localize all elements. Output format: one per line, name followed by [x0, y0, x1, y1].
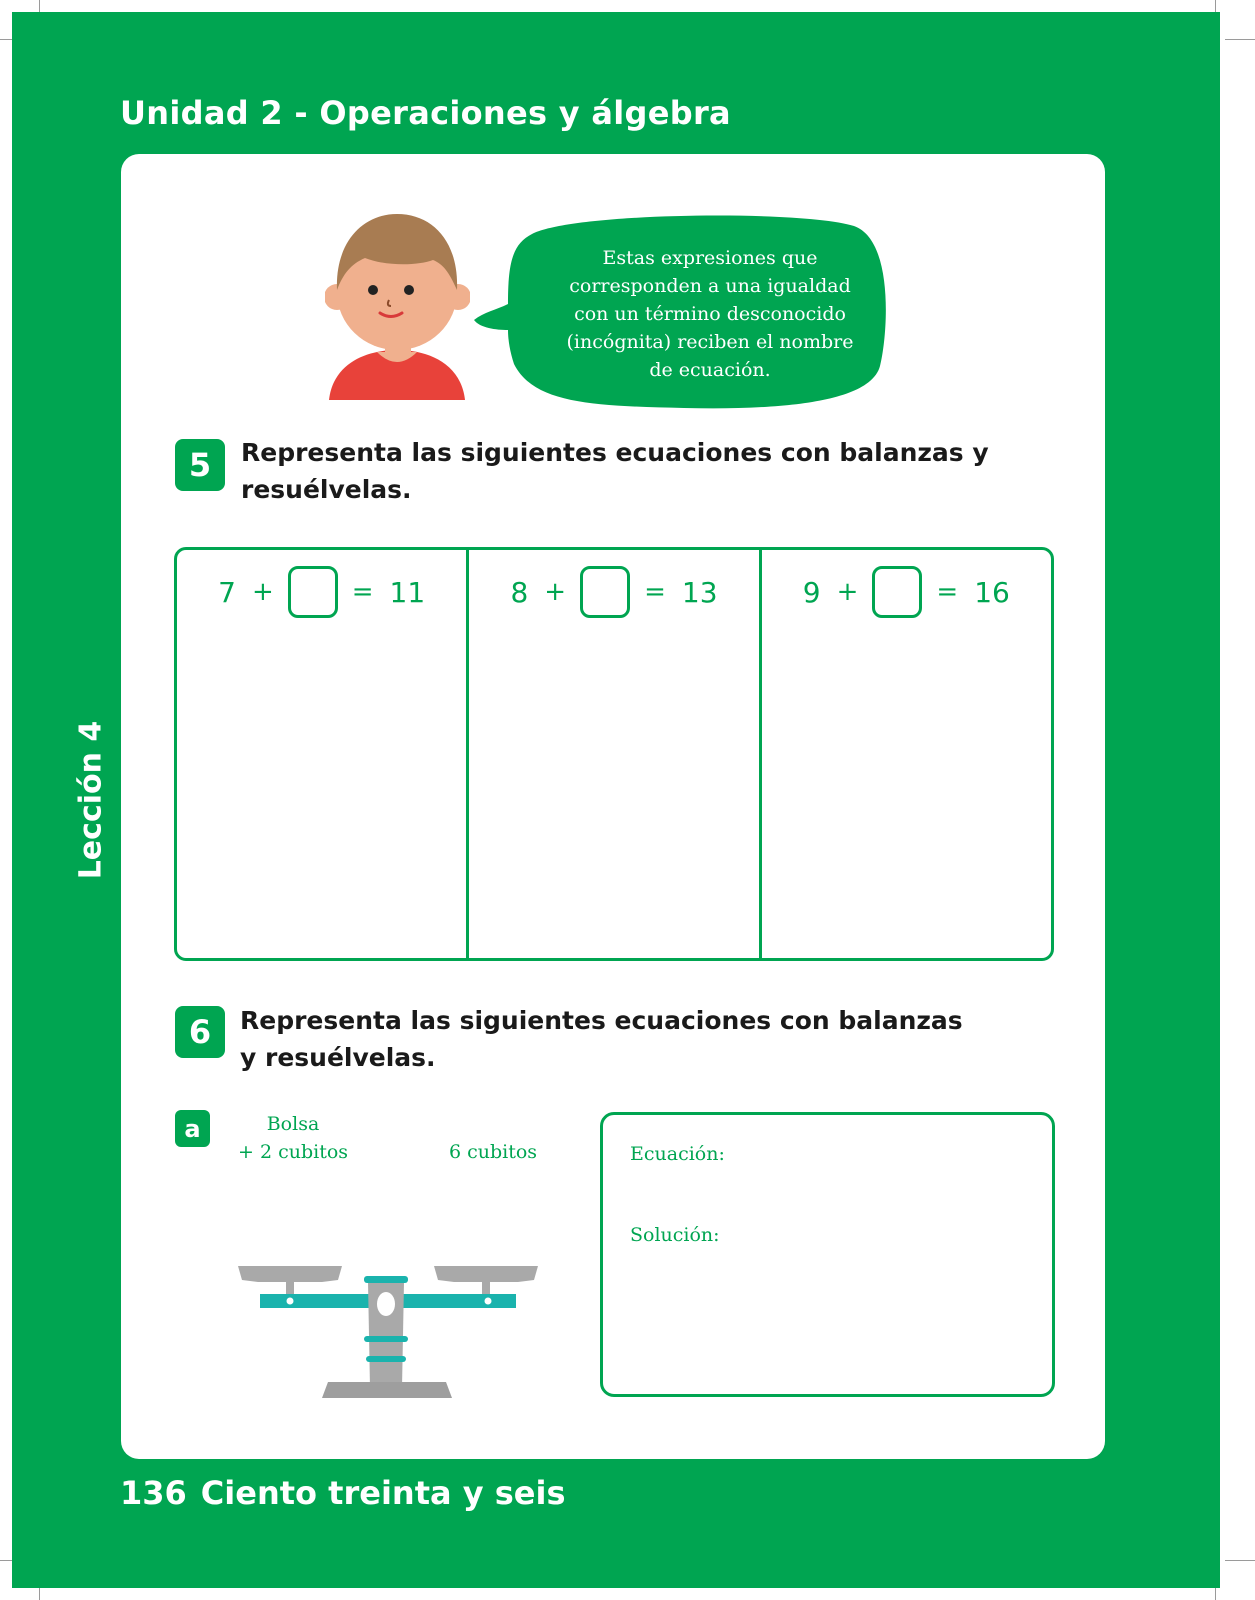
balance-scale-icon — [238, 1258, 540, 1398]
page-number-words: Ciento treinta y seis — [200, 1474, 566, 1512]
equation-cell — [759, 550, 1051, 958]
equations-table — [174, 547, 1054, 961]
left-pan-label-line-1: Bolsa — [266, 1113, 320, 1135]
equation-result: 13 — [681, 575, 718, 609]
lesson-label: Lección 4 — [73, 720, 109, 880]
left-pan-label — [228, 1110, 358, 1166]
speech-bubble-text: Estas expresiones que corresponden a una igualdad con un término desconocido (incógnita) reciben el nombre de ecuación. — [566, 247, 854, 381]
equation-label: Ecuación: — [630, 1143, 725, 1165]
right-pan-label: 6 cubitos — [448, 1141, 538, 1163]
solution-label: Solución: — [630, 1224, 720, 1246]
page-number: 136 — [120, 1474, 187, 1512]
equation-cell — [466, 550, 758, 958]
left-pan-label-line-2: + 2 cubitos — [237, 1141, 349, 1163]
equation — [177, 566, 466, 618]
boy-illustration — [325, 212, 470, 402]
plus-sign: + — [836, 577, 859, 607]
equation-addend: 7 — [218, 575, 236, 609]
equation — [762, 566, 1051, 618]
unknown-box[interactable] — [872, 566, 922, 618]
answer-box[interactable] — [600, 1112, 1055, 1397]
page-footer — [120, 1474, 579, 1512]
question-5-line-2: resuélvelas. — [241, 475, 412, 504]
question-6-line-1: Representa las siguientes ecuaciones con balanzas — [240, 1006, 963, 1035]
question-5-text — [241, 434, 989, 508]
equals-sign: = — [351, 577, 374, 607]
question-5-line-1: Representa las siguientes ecuaciones con balanzas y — [241, 438, 989, 467]
plus-sign: + — [251, 577, 274, 607]
equals-sign: = — [936, 577, 959, 607]
part-a-letter: a — [175, 1110, 210, 1147]
equation-result: 16 — [974, 575, 1010, 609]
unit-title: Unidad 2 - Operaciones y álgebra — [120, 94, 731, 132]
equation-cell — [177, 550, 466, 958]
equation — [469, 566, 758, 618]
equals-sign: = — [644, 577, 666, 607]
equation-addend: 9 — [802, 575, 821, 609]
unknown-box[interactable] — [288, 566, 338, 618]
crop-mark — [1225, 39, 1255, 40]
equation-addend: 8 — [510, 575, 529, 609]
left-pan — [238, 1266, 342, 1282]
crop-mark — [1225, 1560, 1255, 1561]
question-6-text — [240, 1002, 963, 1076]
equation-result: 11 — [389, 575, 426, 609]
scale-base — [322, 1382, 452, 1398]
plus-sign: + — [544, 577, 567, 607]
question-6-line-2: y resuélvelas. — [240, 1043, 436, 1072]
unknown-box[interactable] — [580, 566, 630, 618]
right-pan — [434, 1266, 538, 1282]
question-6-number: 6 — [175, 1006, 225, 1058]
question-5-number: 5 — [175, 439, 225, 491]
